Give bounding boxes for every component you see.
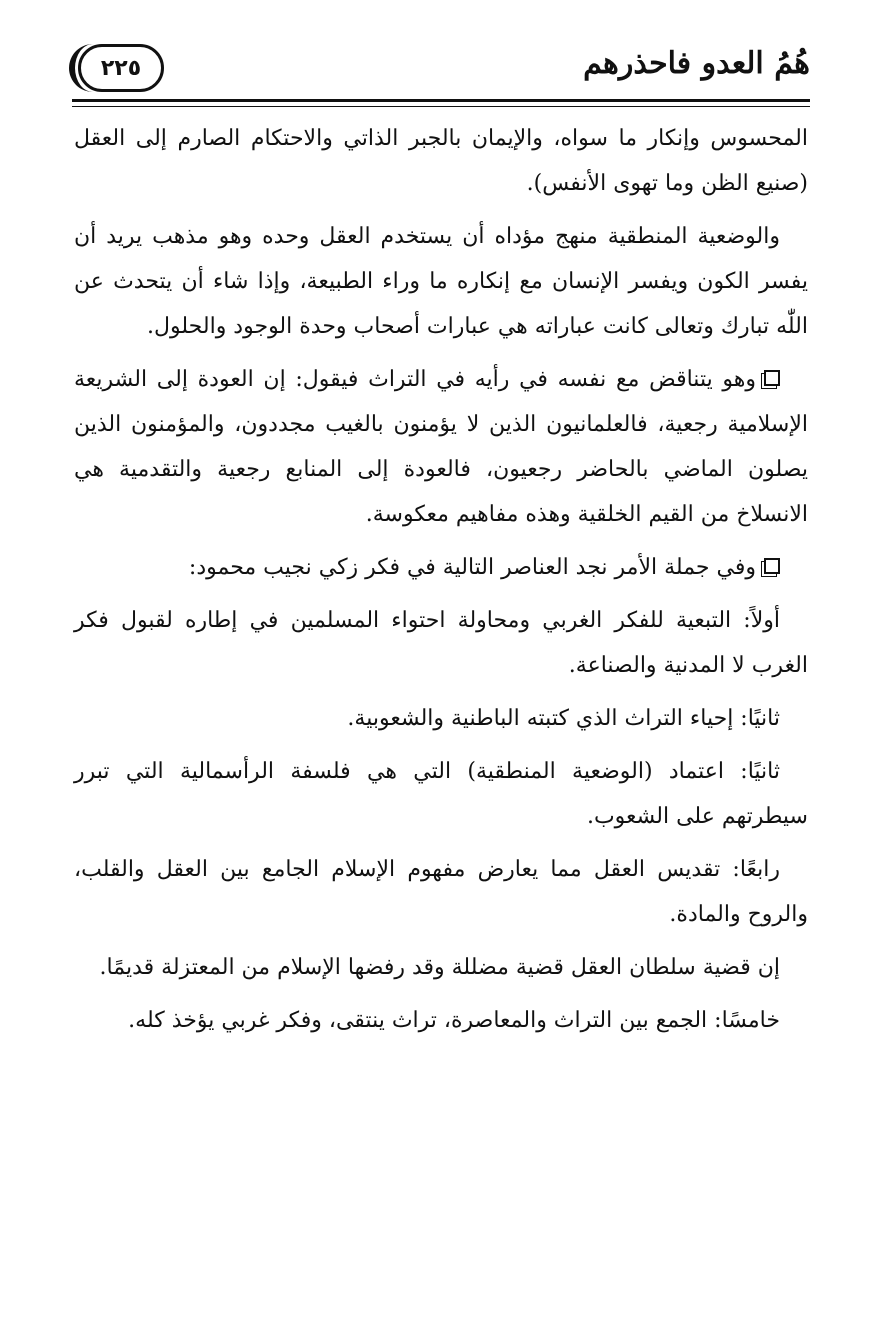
paragraph-6: ثانيًا: إحياء التراث الذي كتبته الباطنية والشعوبية. bbox=[347, 706, 780, 731]
header-rule bbox=[72, 99, 810, 102]
square-bullet-icon bbox=[764, 370, 780, 386]
paragraph-3 bbox=[74, 357, 808, 537]
header-rule-thin bbox=[72, 106, 810, 107]
running-title: هُمُ العدو فاحذرهم bbox=[583, 46, 810, 81]
paragraph-3-text: وهو يتناقض مع نفسه في رأيه في التراث فيقول: إن العودة إلى الشريعة الإسلامية رجعية، فالعلمانيون الذين لا يؤمنون بالغيب مجددون، والمؤمنون الذين يصلون الماضي بالحاضر رجعيون، فالعودة إلى المنابع رجعية والتقدمية هي الانسلاخ من القيم الخلقية وهذه مفاهيم معكوسة. bbox=[74, 367, 808, 527]
paragraph-8: رابعًا: تقديس العقل مما يعارض مفهوم الإسلام الجامع بين العقل والقلب، والروح والمادة. bbox=[74, 857, 808, 927]
page-number: ٢٢٥ bbox=[100, 55, 142, 81]
paragraph-4-text: وفي جملة الأمر نجد العناصر التالية في فكر زكي نجيب محمود: bbox=[188, 555, 756, 580]
paragraph-4 bbox=[74, 545, 808, 590]
page-header bbox=[72, 38, 810, 102]
paragraph-2: والوضعية المنطقية منهج مؤداه أن يستخدم العقل وحده وهو مذهب يريد أن يفسر الكون ويفسر الإنسان مع إنكاره ما وراء الطبيعة، وإذا شاء أن يتحدث عن اللّٰه تبارك وتعالى كانت عباراته هي عبارات أصحاب وحدة الوجود والحلول. bbox=[74, 224, 808, 339]
page-body bbox=[74, 116, 808, 1051]
paragraph-10: خامسًا: الجمع بين التراث والمعاصرة، تراث ينتقى، وفكر غربي يؤخذ كله. bbox=[128, 1008, 780, 1033]
paragraph-7: ثانيًا: اعتماد (الوضعية المنطقية) التي هي فلسفة الرأسمالية التي تبرر سيطرتهم على الشعوب. bbox=[74, 759, 808, 829]
paragraph-1: المحسوس وإنكار ما سواه، والإيمان بالجبر الذاتي والاحتكام الصارم إلى العقل (صنيع الظن وما تهوى الأنفس). bbox=[74, 126, 808, 196]
square-bullet-icon bbox=[764, 558, 780, 574]
paragraph-5: أولاً: التبعية للفكر الغربي ومحاولة احتواء المسلمين في إطاره لقبول فكر الغرب لا المدنية والصناعة. bbox=[74, 608, 808, 678]
paragraph-9: إن قضية سلطان العقل قضية مضللة وقد رفضها الإسلام من المعتزلة قديمًا. bbox=[99, 955, 780, 980]
page-number-badge bbox=[78, 44, 164, 92]
